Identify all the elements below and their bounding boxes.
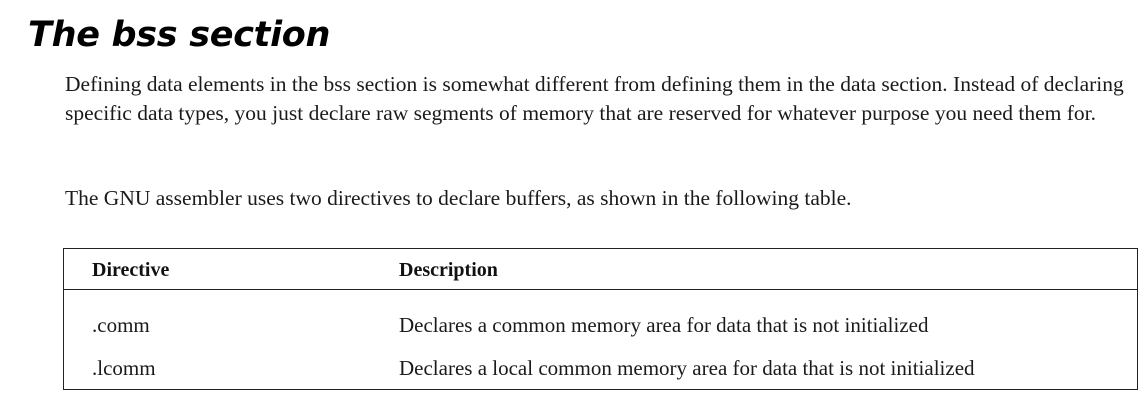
description-cell: Declares a common memory area for data that is not initialized [399,313,929,337]
column-header-directive: Directive [92,259,170,281]
table-lead-paragraph: The GNU assembler uses two directives to declare buffers, as shown in the following table. [65,186,852,210]
column-header-description: Description [399,259,498,281]
directive-cell: .comm [92,313,150,337]
table-header-row [64,249,1137,290]
directives-table [63,248,1138,390]
table-row [64,354,1137,384]
section-heading: The bss section [28,15,331,55]
directive-cell: .lcomm [92,356,156,380]
description-cell: Declares a local common memory area for data that is not initialized [399,356,975,380]
table-row [64,311,1137,341]
intro-paragraph: Defining data elements in the bss section is somewhat different from defining them in the data section. Instead of declaring specific data types, you just declare raw segments of memory that are reserved for whatever purpose you need them for. [65,72,1124,125]
